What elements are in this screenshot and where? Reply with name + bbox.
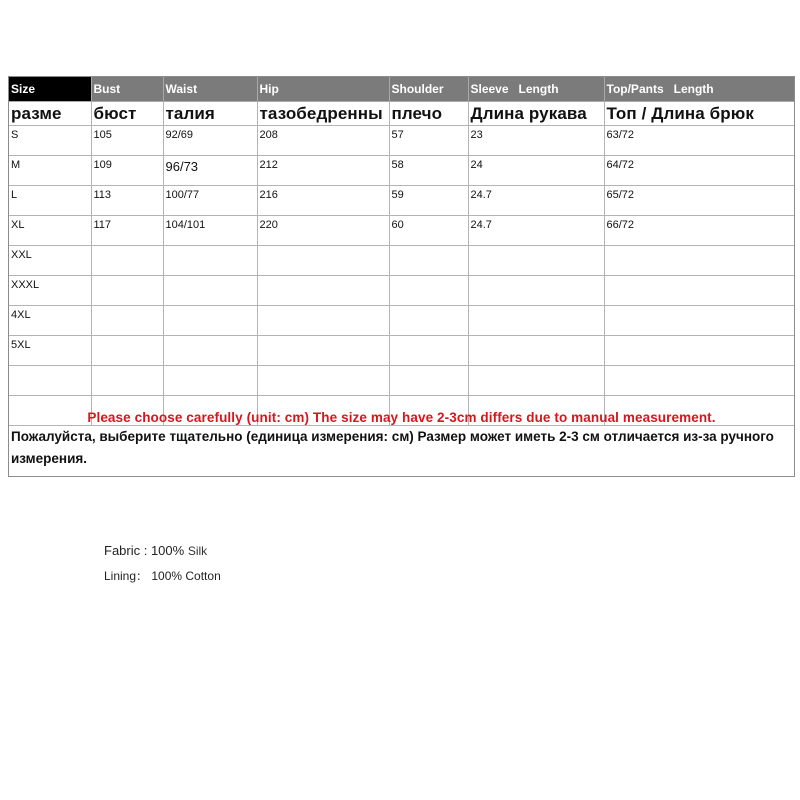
cell-sleeve-length — [468, 366, 604, 396]
cell-top-pants-length: 65/72 — [604, 186, 794, 216]
table-row — [9, 366, 794, 396]
cell-top-pants-length — [604, 276, 794, 306]
cell-shoulder — [389, 366, 468, 396]
fabric-label: Fabric : 100% — [104, 543, 188, 558]
header-shoulder: Shoulder — [389, 77, 468, 102]
table-row — [9, 126, 794, 156]
cell-sleeve-length — [468, 306, 604, 336]
cell-bust: 117 — [91, 216, 163, 246]
cell-waist: 96/73 — [163, 156, 257, 186]
cell-shoulder — [389, 246, 468, 276]
cell-bust: 105 — [91, 126, 163, 156]
cell-bust: 109 — [91, 156, 163, 186]
header-row — [9, 77, 794, 102]
cell-size: XL — [9, 216, 91, 246]
cell-bust — [91, 306, 163, 336]
cell-shoulder — [389, 306, 468, 336]
cell-top-pants-length: 63/72 — [604, 126, 794, 156]
ru-header-size: разме — [9, 102, 91, 126]
cell-sleeve-length: 23 — [468, 126, 604, 156]
table-row — [9, 156, 794, 186]
ru-header-sleeve-length: Длина рукава — [468, 102, 604, 126]
cell-bust — [91, 336, 163, 366]
cell-waist — [163, 366, 257, 396]
ru-header-top-pants-length: Топ / Длина брюк — [604, 102, 794, 126]
cell-hip: 208 — [257, 126, 389, 156]
cell-waist — [163, 246, 257, 276]
cell-bust: 113 — [91, 186, 163, 216]
table-row — [9, 276, 794, 306]
table-row — [9, 216, 794, 246]
cell-sleeve-length: 24 — [468, 156, 604, 186]
cell-hip — [257, 306, 389, 336]
cell-hip — [257, 246, 389, 276]
header-hip: Hip — [257, 77, 389, 102]
fabric-info — [104, 543, 207, 558]
cell-size — [9, 366, 91, 396]
cell-bust — [91, 276, 163, 306]
cell-hip — [257, 336, 389, 366]
cell-top-pants-length: 66/72 — [604, 216, 794, 246]
cell-shoulder: 58 — [389, 156, 468, 186]
cell-size: XXXL — [9, 276, 91, 306]
cell-size: L — [9, 186, 91, 216]
cell-top-pants-length — [604, 336, 794, 366]
cell-waist — [163, 336, 257, 366]
cell-top-pants-length — [604, 366, 794, 396]
cell-waist: 104/101 — [163, 216, 257, 246]
cell-top-pants-length — [604, 306, 794, 336]
cell-size: S — [9, 126, 91, 156]
cell-shoulder — [389, 336, 468, 366]
ru-header-shoulder: плечо — [389, 102, 468, 126]
cell-hip: 212 — [257, 156, 389, 186]
fabric-value: Silk — [187, 544, 208, 558]
ru-header-hip: тазобедренны — [257, 102, 389, 126]
cell-sleeve-length — [468, 246, 604, 276]
cell-size: 5XL — [9, 336, 91, 366]
cell-shoulder: 59 — [389, 186, 468, 216]
header-size: Size — [9, 77, 91, 102]
cell-waist: 92/69 — [163, 126, 257, 156]
table-row — [9, 246, 794, 276]
lining-info: Lining： 100% Cotton — [104, 569, 221, 583]
header-waist: Waist — [163, 77, 257, 102]
cell-sleeve-length — [468, 336, 604, 366]
cell-sleeve-length: 24.7 — [468, 216, 604, 246]
measurement-note — [9, 406, 794, 470]
cell-top-pants-length: 64/72 — [604, 156, 794, 186]
header-bust: Bust — [91, 77, 163, 102]
cell-bust — [91, 366, 163, 396]
cell-hip: 216 — [257, 186, 389, 216]
note-russian: Пожалуйста, выберите тщательно (единица измерения: см) Размер может иметь 2-3 см отличается из-за ручного измерения. — [11, 429, 774, 466]
table-row — [9, 186, 794, 216]
cell-waist: 100/77 — [163, 186, 257, 216]
cell-size: 4XL — [9, 306, 91, 336]
cell-shoulder — [389, 276, 468, 306]
cell-hip — [257, 276, 389, 306]
size-table — [9, 77, 794, 426]
table-row — [9, 336, 794, 366]
header-top-pants-length: Top/Pants Length — [604, 77, 794, 102]
note-english: Please choose carefully (unit: cm) The size may have 2-3cm differs due to manual measurement. — [87, 410, 716, 425]
cell-top-pants-length — [604, 246, 794, 276]
cell-sleeve-length: 24.7 — [468, 186, 604, 216]
cell-size: XXL — [9, 246, 91, 276]
cell-hip — [257, 366, 389, 396]
ru-header-bust: бюст — [91, 102, 163, 126]
table-row — [9, 306, 794, 336]
cell-hip: 220 — [257, 216, 389, 246]
header-sleeve-length: Sleeve Length — [468, 77, 604, 102]
cell-shoulder: 57 — [389, 126, 468, 156]
cell-shoulder: 60 — [389, 216, 468, 246]
ru-header-waist: талия — [163, 102, 257, 126]
cell-waist — [163, 276, 257, 306]
cell-bust — [91, 246, 163, 276]
cell-waist — [163, 306, 257, 336]
russian-header-row — [9, 102, 794, 126]
size-chart — [8, 76, 795, 477]
cell-sleeve-length — [468, 276, 604, 306]
cell-size: M — [9, 156, 91, 186]
